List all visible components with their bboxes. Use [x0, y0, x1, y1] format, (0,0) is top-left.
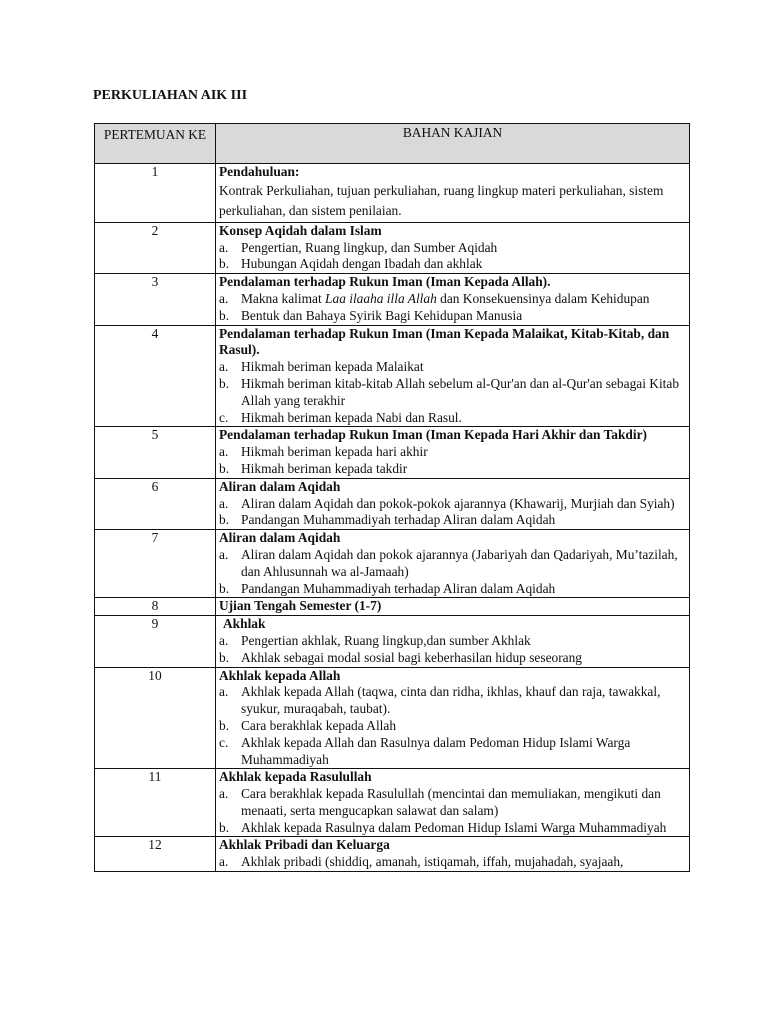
- list-text: Pandangan Muhammadiyah terhadap Aliran dalam Aqidah: [241, 580, 556, 596]
- list-item: [219, 291, 686, 308]
- topic-description: Kontrak Perkuliahan, tujuan perkuliahan, ruang lingkup materi perkuliahan, sistem perkuliahan, dan sistem penilaian.: [219, 182, 664, 218]
- list-marker: b.: [219, 649, 230, 665]
- header-material: BAHAN KAJIAN: [216, 124, 690, 164]
- list-item: [219, 718, 686, 735]
- topic-title: Ujian Tengah Semester (1-7): [219, 598, 382, 614]
- table-row: [95, 478, 690, 529]
- subtopic-list: [219, 786, 686, 836]
- subtopic-list: [219, 854, 686, 871]
- list-text: Pandangan Muhammadiyah terhadap Aliran dalam Aqidah: [241, 512, 556, 528]
- list-text: Pengertian akhlak, Ruang lingkup,dan sumber Akhlak: [241, 632, 531, 648]
- subtopic-list: [219, 547, 686, 597]
- material-cell: [216, 616, 690, 667]
- list-marker: b.: [219, 460, 230, 476]
- list-marker: b.: [219, 307, 230, 323]
- topic-title: Konsep Aqidah dalam Islam: [219, 222, 382, 238]
- meeting-number: 10: [95, 667, 216, 769]
- document-title: PERKULIAHAN AIK III: [93, 88, 248, 103]
- list-item: [219, 376, 686, 410]
- material-cell: [216, 274, 690, 325]
- material-cell: [216, 769, 690, 837]
- list-text: Akhlak sebagai modal sosial bagi keberhasilan hidup seseorang: [241, 649, 582, 665]
- table-row: [95, 837, 690, 872]
- list-text: Akhlak kepada Allah dan Rasulnya dalam Pedoman Hidup Islami Warga Muhammadiyah: [241, 734, 631, 767]
- table-row: [95, 667, 690, 769]
- topic-title: Pendahuluan:: [219, 164, 300, 179]
- list-item: [219, 581, 686, 598]
- table-row: [95, 222, 690, 273]
- subtopic-list: [219, 496, 686, 530]
- table-row: [95, 164, 690, 223]
- list-text: Pengertian, Ruang lingkup, dan Sumber Aqidah: [241, 239, 498, 255]
- list-marker: b.: [219, 256, 230, 272]
- list-marker: a.: [219, 632, 229, 648]
- table-row: [95, 598, 690, 616]
- list-marker: b.: [219, 717, 230, 733]
- list-item: [219, 256, 686, 273]
- list-item: [219, 308, 686, 325]
- list-text: Bentuk dan Bahaya Syirik Bagi Kehidupan Manusia: [241, 307, 523, 323]
- table-row: [95, 325, 690, 427]
- syllabus-table: [94, 123, 690, 872]
- list-marker: b.: [219, 512, 230, 528]
- meeting-number: 1: [95, 164, 216, 223]
- material-cell: [216, 427, 690, 478]
- list-marker: a.: [219, 495, 229, 511]
- list-marker: a.: [219, 444, 229, 460]
- list-item: [219, 496, 686, 513]
- material-cell: [216, 164, 690, 223]
- material-cell: [216, 222, 690, 273]
- meeting-number: 5: [95, 427, 216, 478]
- meeting-number: 4: [95, 325, 216, 427]
- meeting-number: 3: [95, 274, 216, 325]
- material-cell: [216, 598, 690, 616]
- topic-title: Pendalaman terhadap Rukun Iman (Iman Kepada Allah).: [219, 274, 551, 290]
- list-item: [219, 240, 686, 257]
- table-row: [95, 769, 690, 837]
- material-cell: [216, 478, 690, 529]
- list-text: [241, 291, 686, 308]
- table-row: [95, 427, 690, 478]
- list-marker: a.: [219, 546, 229, 562]
- list-text: Akhlak kepada Allah (taqwa, cinta dan ridha, ikhlas, khauf dan raja, tawakkal, syukur, muraqabah, taubat).: [241, 684, 661, 717]
- topic-title: Pendalaman terhadap Rukun Iman (Iman Kepada Malaikat, Kitab-Kitab, dan Rasul).: [219, 325, 670, 358]
- topic-title: Pendalaman terhadap Rukun Iman (Iman Kepada Hari Akhir dan Takdir): [219, 427, 647, 443]
- list-marker: b.: [219, 580, 230, 596]
- list-text: Hikmah beriman kepada takdir: [241, 460, 408, 476]
- list-marker: b.: [219, 819, 230, 835]
- list-item: [219, 684, 686, 718]
- meeting-number: 9: [95, 616, 216, 667]
- topic-title: Akhlak Pribadi dan Keluarga: [219, 837, 390, 853]
- topic-title: Aliran dalam Aqidah: [219, 478, 341, 494]
- list-marker: a.: [219, 684, 229, 700]
- table-row: [95, 274, 690, 325]
- table-header-row: [95, 124, 690, 164]
- header-meeting: PERTEMUAN KE: [95, 124, 216, 164]
- list-marker: c.: [219, 409, 229, 425]
- material-cell: [216, 667, 690, 769]
- list-text-italic: Laa ilaaha illa Allah: [325, 290, 437, 306]
- meeting-number: 7: [95, 530, 216, 598]
- material-cell: [216, 530, 690, 598]
- list-text: Aliran dalam Aqidah dan pokok ajarannya (Jabariyah dan Qadariyah, Mu’tazilah, dan Ahlusunnah wa al-Jamaah): [241, 546, 678, 579]
- list-text: Aliran dalam Aqidah dan pokok-pokok ajarannya (Khawarij, Murjiah dan Syiah): [241, 495, 675, 511]
- topic-title: Akhlak kepada Allah: [219, 667, 341, 683]
- list-text: Hikmah beriman kepada Malaikat: [241, 359, 424, 375]
- list-item: [219, 512, 686, 529]
- list-text: Hikmah beriman kepada Nabi dan Rasul.: [241, 409, 462, 425]
- meeting-number: 12: [95, 837, 216, 872]
- meeting-number: 11: [95, 769, 216, 837]
- list-marker: c.: [219, 734, 229, 750]
- list-text: Cara berakhlak kepada Rasulullah (mencintai dan memuliakan, mengikuti dan menaati, serta mengucapkan salawat dan salam): [241, 786, 661, 818]
- list-item: [219, 444, 686, 461]
- list-marker: a.: [219, 290, 229, 306]
- topic-title: Akhlak kepada Rasulullah: [219, 769, 372, 785]
- table-row: [95, 530, 690, 598]
- list-item: [219, 854, 686, 871]
- list-marker: b.: [219, 375, 230, 391]
- list-text-post: dan Konsekuensinya dalam Kehidupan: [436, 290, 650, 306]
- list-item: [219, 735, 686, 769]
- list-item: [219, 547, 686, 581]
- list-marker: a.: [219, 854, 229, 870]
- list-text: Hikmah beriman kitab-kitab Allah sebelum al-Qur'an dan al-Qur'an sebagai Kitab Allah yang terakhir: [241, 375, 680, 408]
- material-cell: [216, 837, 690, 872]
- material-cell: [216, 325, 690, 427]
- list-item: [219, 633, 686, 650]
- subtopic-list: [219, 444, 686, 478]
- list-text: Akhlak pribadi (shiddiq, amanah, istiqamah, iffah, mujahadah, syajaah,: [241, 854, 624, 870]
- list-text: Cara berakhlak kepada Allah: [241, 717, 397, 733]
- meeting-number: 8: [95, 598, 216, 616]
- list-text: Hikmah beriman kepada hari akhir: [241, 444, 428, 460]
- list-text: Hubungan Aqidah dengan Ibadah dan akhlak: [241, 256, 483, 272]
- list-item: [219, 820, 686, 837]
- list-item: [219, 786, 686, 820]
- subtopic-list: [219, 291, 686, 325]
- list-marker: a.: [219, 786, 229, 802]
- subtopic-list: [219, 359, 686, 426]
- topic-title: Akhlak: [223, 616, 266, 632]
- list-item: [219, 461, 686, 478]
- list-text: Akhlak kepada Rasulnya dalam Pedoman Hidup Islami Warga Muhammadiyah: [241, 819, 667, 835]
- list-marker: a.: [219, 239, 229, 255]
- list-item: [219, 410, 686, 427]
- meeting-number: 6: [95, 478, 216, 529]
- subtopic-list: [219, 633, 686, 667]
- list-item: [219, 359, 686, 376]
- list-marker: a.: [219, 359, 229, 375]
- subtopic-list: [219, 684, 686, 768]
- list-item: [219, 650, 686, 667]
- list-text-pre: Makna kalimat: [241, 290, 326, 306]
- subtopic-list: [219, 240, 686, 274]
- table-row: [95, 616, 690, 667]
- meeting-number: 2: [95, 222, 216, 273]
- topic-title: Aliran dalam Aqidah: [219, 530, 341, 546]
